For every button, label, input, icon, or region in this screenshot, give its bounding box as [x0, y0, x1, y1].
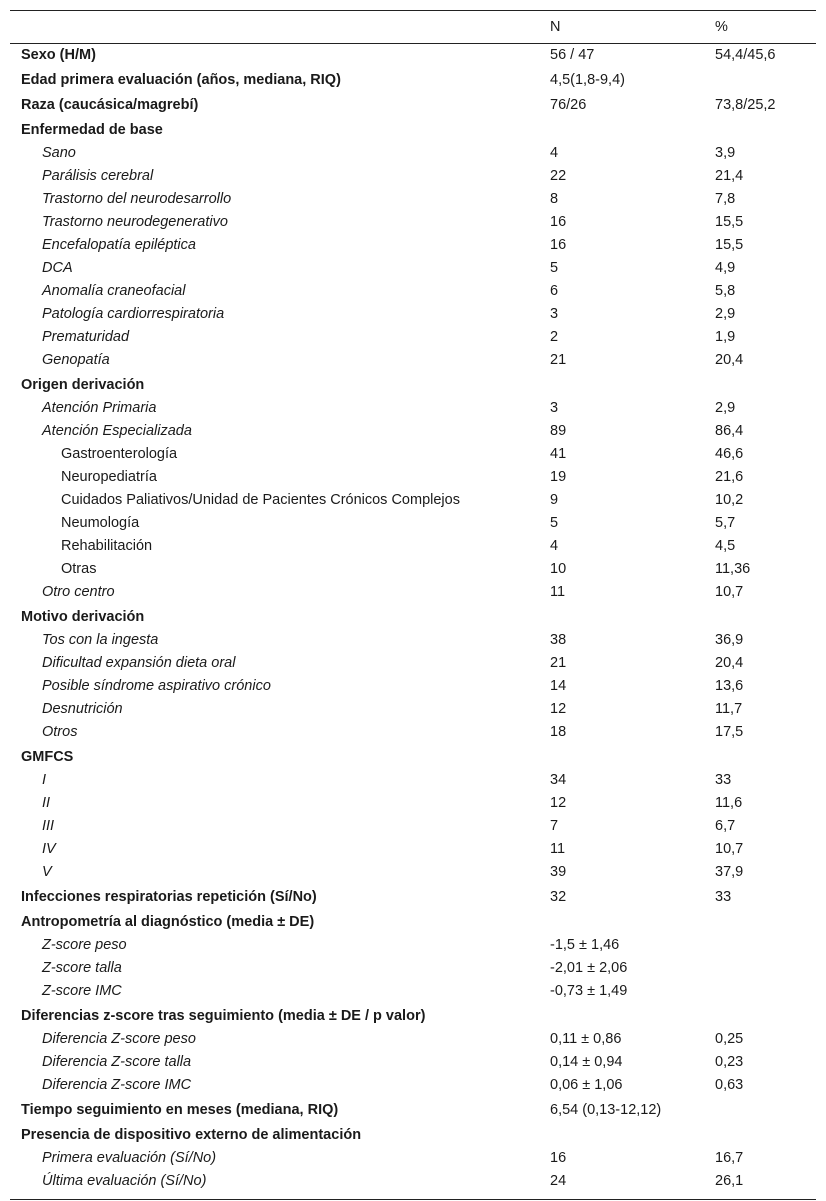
row-label: II	[42, 795, 51, 811]
row-n: 16	[550, 214, 567, 230]
row-label: I	[42, 772, 47, 788]
table-row	[10, 142, 816, 165]
row-label: Neumología	[61, 515, 140, 531]
table-row	[10, 374, 816, 397]
row-label: Última evaluación (Sí/No)	[42, 1173, 207, 1189]
row-pct: 11,7	[715, 701, 743, 717]
row-label: Edad primera evaluación (años, mediana, RIQ)	[21, 72, 341, 88]
table-row	[10, 957, 816, 980]
row-n: 2	[550, 329, 559, 345]
row-label: Antropometría al diagnóstico (media ± DE)	[21, 914, 315, 930]
row-pct: 0,23	[715, 1054, 744, 1070]
row-n: 21	[550, 352, 567, 368]
row-pct: 2,9	[715, 306, 736, 322]
row-label: Patología cardiorrespiratoria	[42, 306, 225, 322]
table-row	[10, 1147, 816, 1170]
row-n: 21	[550, 655, 567, 671]
row-pct: 2,9	[715, 400, 736, 416]
row-n: 11	[550, 584, 566, 600]
row-pct: 3,9	[715, 145, 736, 161]
row-pct: 54,4/45,6	[715, 47, 776, 63]
table-row	[10, 349, 816, 372]
table-row	[10, 119, 816, 142]
table-bottom-rule	[10, 1193, 816, 1200]
row-label: Tos con la ingesta	[42, 632, 159, 648]
table-row	[10, 698, 816, 721]
row-n: 10	[550, 561, 567, 577]
row-n: 4,5(1,8-9,4)	[550, 72, 625, 88]
table-row	[10, 1099, 816, 1122]
table-row	[10, 581, 816, 604]
table-row	[10, 675, 816, 698]
table-row	[10, 234, 816, 257]
row-n: 19	[550, 469, 567, 485]
row-label: Genopatía	[42, 352, 110, 368]
table-row	[10, 44, 816, 67]
row-n: 22	[550, 168, 567, 184]
table-row	[10, 69, 816, 92]
row-pct: 16,7	[715, 1150, 744, 1166]
row-n: 24	[550, 1173, 567, 1189]
row-label: III	[42, 818, 55, 834]
table-row	[10, 443, 816, 466]
table-row	[10, 886, 816, 909]
table-row	[10, 911, 816, 934]
row-label: Z-score talla	[42, 960, 122, 976]
row-pct: 10,7	[715, 584, 744, 600]
row-label: Origen derivación	[21, 377, 145, 393]
row-label: Prematuridad	[42, 329, 130, 345]
row-pct: 11,36	[715, 561, 751, 577]
row-pct: 0,63	[715, 1077, 744, 1093]
table-row	[10, 512, 816, 535]
row-pct: 11,6	[715, 795, 743, 811]
row-pct: 20,4	[715, 352, 744, 368]
row-label: Z-score peso	[42, 937, 127, 953]
row-label: Cuidados Paliativos/Unidad de Pacientes Crónicos Complejos	[61, 492, 460, 508]
table-row	[10, 1124, 816, 1147]
row-label: Atención Primaria	[42, 400, 157, 416]
table-row	[10, 257, 816, 280]
row-n: 5	[550, 260, 559, 276]
row-n: 3	[550, 306, 559, 322]
row-label: Tiempo seguimiento en meses (mediana, RIQ)	[21, 1102, 339, 1118]
row-pct: 33	[715, 889, 732, 905]
table-header	[10, 10, 816, 44]
row-n: 11	[550, 841, 566, 857]
row-label: Parálisis cerebral	[42, 168, 154, 184]
row-pct: 26,1	[715, 1173, 744, 1189]
table-row	[10, 980, 816, 1003]
row-label: Raza (caucásica/magrebí)	[21, 97, 199, 113]
row-n: 5	[550, 515, 559, 531]
row-pct: 21,6	[715, 469, 744, 485]
row-label: Primera evaluación (Sí/No)	[42, 1150, 217, 1166]
row-n: 89	[550, 423, 567, 439]
row-pct: 21,4	[715, 168, 744, 184]
table-row	[10, 1051, 816, 1074]
table-row	[10, 1028, 816, 1051]
row-label: Trastorno del neurodesarrollo	[42, 191, 232, 207]
row-n: 32	[550, 889, 567, 905]
row-pct: 5,7	[715, 515, 736, 531]
table-row	[10, 188, 816, 211]
row-pct: 17,5	[715, 724, 744, 740]
row-n: 16	[550, 1150, 567, 1166]
row-pct: 13,6	[715, 678, 744, 694]
table-row	[10, 420, 816, 443]
table-row	[10, 1005, 816, 1028]
row-n: 3	[550, 400, 559, 416]
row-n: 0,11 ± 0,86	[550, 1031, 622, 1047]
row-pct: 15,5	[715, 214, 744, 230]
row-n: 4	[550, 538, 559, 554]
row-pct: 7,8	[715, 191, 736, 207]
row-n: -1,5 ± 1,46	[550, 937, 620, 953]
row-n: 12	[550, 701, 567, 717]
row-pct: 15,5	[715, 237, 744, 253]
row-n: 6	[550, 283, 559, 299]
table-row	[10, 769, 816, 792]
row-label: Diferencia Z-score peso	[42, 1031, 196, 1047]
row-pct: 10,2	[715, 492, 744, 508]
row-pct: 33	[715, 772, 732, 788]
table-row	[10, 165, 816, 188]
row-label: Infecciones respiratorias repetición (Sí/No)	[21, 889, 317, 905]
row-label: Atención Especializada	[42, 423, 192, 439]
row-label: Presencia de dispositivo externo de alimentación	[21, 1127, 362, 1143]
data-table	[10, 10, 816, 1200]
row-pct: 5,8	[715, 283, 736, 299]
row-label: DCA	[42, 260, 73, 276]
table-row	[10, 838, 816, 861]
header-pct: %	[715, 19, 728, 35]
header-n: N	[550, 19, 561, 35]
row-n: 34	[550, 772, 567, 788]
row-label: Motivo derivación	[21, 609, 145, 625]
table-row	[10, 606, 816, 629]
table-row	[10, 629, 816, 652]
row-label: IV	[42, 841, 56, 857]
row-label: Sano	[42, 145, 76, 161]
row-label: Enfermedad de base	[21, 122, 163, 138]
row-label: V	[42, 864, 52, 880]
table-row	[10, 1074, 816, 1097]
row-label: Trastorno neurodegenerativo	[42, 214, 228, 230]
table-row	[10, 861, 816, 884]
table-row	[10, 721, 816, 744]
table-row	[10, 558, 816, 581]
row-n: 0,06 ± 1,06	[550, 1077, 623, 1093]
row-pct: 36,9	[715, 632, 744, 648]
row-n: 12	[550, 795, 567, 811]
row-n: 18	[550, 724, 567, 740]
row-label: Z-score IMC	[42, 983, 122, 999]
row-n: -2,01 ± 2,06	[550, 960, 628, 976]
table-row	[10, 303, 816, 326]
table-row	[10, 1170, 816, 1193]
row-n: 0,14 ± 0,94	[550, 1054, 623, 1070]
row-label: Rehabilitación	[61, 538, 153, 554]
row-label: Neuropediatría	[61, 469, 157, 485]
row-label: Otros	[42, 724, 78, 740]
table-row	[10, 746, 816, 769]
table-row	[10, 397, 816, 420]
row-label: Desnutrición	[42, 701, 123, 717]
table-row	[10, 652, 816, 675]
row-label: Diferencias z-score tras seguimiento (media ± DE / p valor)	[21, 1008, 426, 1024]
row-label: Anomalía craneofacial	[42, 283, 186, 299]
row-n: 6,54 (0,13-12,12)	[550, 1102, 662, 1118]
table-row	[10, 934, 816, 957]
row-label: Otro centro	[42, 584, 115, 600]
row-pct: 73,8/25,2	[715, 97, 776, 113]
row-n: 9	[550, 492, 559, 508]
table-row	[10, 535, 816, 558]
row-n: 39	[550, 864, 567, 880]
table-row	[10, 280, 816, 303]
row-pct: 4,9	[715, 260, 736, 276]
row-n: 16	[550, 237, 567, 253]
row-label: GMFCS	[21, 749, 74, 765]
table-row	[10, 326, 816, 349]
row-pct: 6,7	[715, 818, 736, 834]
row-pct: 0,25	[715, 1031, 744, 1047]
row-pct: 86,4	[715, 423, 744, 439]
table-row	[10, 94, 816, 117]
row-label: Sexo (H/M)	[21, 47, 96, 63]
row-pct: 37,9	[715, 864, 744, 880]
row-pct: 20,4	[715, 655, 744, 671]
row-label: Diferencia Z-score IMC	[42, 1077, 192, 1093]
table-row	[10, 466, 816, 489]
table-body	[10, 44, 816, 1193]
row-label: Diferencia Z-score talla	[42, 1054, 192, 1070]
row-pct: 10,7	[715, 841, 744, 857]
row-pct: 1,9	[715, 329, 736, 345]
row-n: 38	[550, 632, 567, 648]
table-row	[10, 211, 816, 234]
row-label: Dificultad expansión dieta oral	[42, 655, 236, 671]
row-n: 41	[550, 446, 567, 462]
table-row	[10, 489, 816, 512]
row-pct: 46,6	[715, 446, 744, 462]
table-row	[10, 792, 816, 815]
row-label: Gastroenterología	[61, 446, 178, 462]
row-n: 14	[550, 678, 567, 694]
row-n: 8	[550, 191, 559, 207]
row-n: 7	[550, 818, 559, 834]
row-pct: 4,5	[715, 538, 736, 554]
row-n: 4	[550, 145, 559, 161]
table-row	[10, 815, 816, 838]
row-n: 76/26	[550, 97, 587, 113]
row-label: Posible síndrome aspirativo crónico	[42, 678, 271, 694]
row-n: -0,73 ± 1,49	[550, 983, 628, 999]
row-label: Otras	[61, 561, 97, 577]
row-n: 56 / 47	[550, 47, 595, 63]
row-label: Encefalopatía epiléptica	[42, 237, 196, 253]
